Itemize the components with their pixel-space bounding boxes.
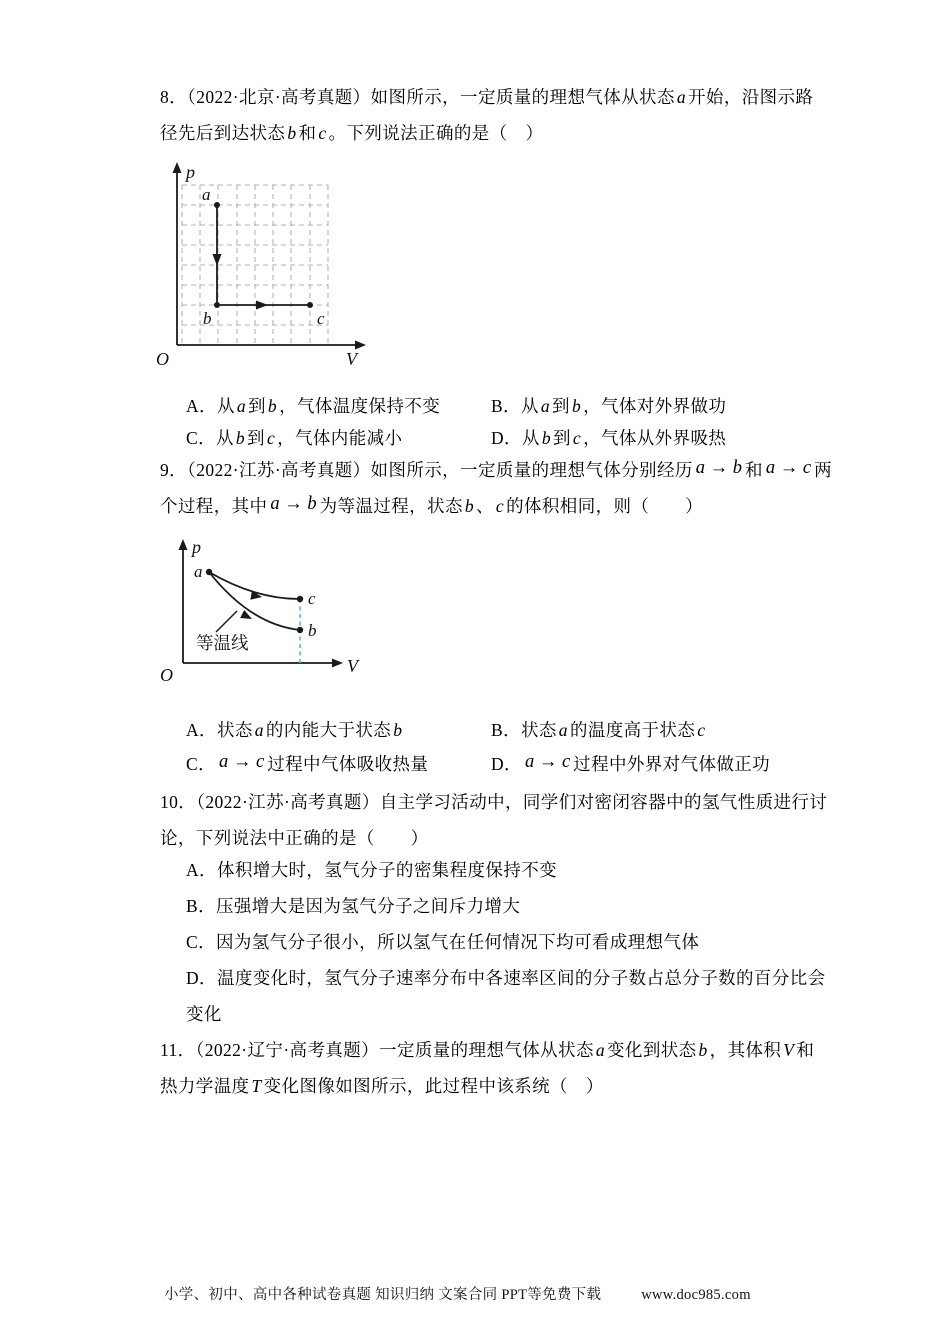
point-c-dot xyxy=(297,596,303,602)
question-11-line-1: 11．（2022·辽宁·高考真题）一定质量的理想气体从状态 a 变化到状态 b ，其体积 V 和 xyxy=(160,1040,815,1060)
point-b-label: b xyxy=(203,309,212,328)
question-8-option-c: C．从 b 到 c ，气体内能减小 xyxy=(186,428,403,448)
question-10-option-c: C．因为氢气分子很小，所以氢气在任何情况下均可看成理想气体 xyxy=(186,932,700,952)
point-a-label: a xyxy=(202,185,211,204)
question-8-option-a: A．从 a 到 b ，气体温度保持不变 xyxy=(186,396,441,416)
point-b-dot xyxy=(297,627,303,633)
question-10-option-a: A．体积增大时，氢气分子的密集程度保持不变 xyxy=(186,860,558,880)
y-axis-label: p xyxy=(186,162,195,182)
point-b-dot xyxy=(214,302,220,308)
question-9-line-1: 9．（2022·江苏·高考真题）如图所示，一定质量的理想气体分别经历 a → b 和 a → c 两 xyxy=(160,458,833,480)
pv-diagram-q8 xyxy=(150,158,390,378)
isotherm-label: 等温线 xyxy=(196,633,249,653)
question-8-line-1: 8．（2022·北京·高考真题）如图所示，一定质量的理想气体从状态 a 开始，沿图示路 xyxy=(160,87,814,107)
question-9-option-d: D． a → c 过程中外界对气体做正功 xyxy=(491,752,771,774)
point-c-label: c xyxy=(308,589,316,608)
isotherm-leader-line xyxy=(216,611,237,632)
process-curves xyxy=(209,572,300,630)
curve-a-to-b-isotherm xyxy=(209,572,300,630)
question-10-option-d: D．温度变化时，氢气分子速率分布中各速率区间的分子数占总分子数的百分比会 xyxy=(186,968,826,988)
y-axis-arrow-icon xyxy=(179,539,188,550)
point-a-dot xyxy=(214,202,220,208)
x-axis-arrow-icon xyxy=(332,659,343,668)
question-8-option-b: B．从 a 到 b ，气体对外界做功 xyxy=(491,396,727,416)
question-10-option-b: B．压强增大是因为氢气分子之间斥力增大 xyxy=(186,896,521,916)
footer-url: www.doc985.com xyxy=(641,1287,751,1303)
pv-isotherm-diagram-q9 xyxy=(150,533,395,688)
process-path xyxy=(217,205,310,305)
question-10-option-d-continuation: 变化 xyxy=(186,1004,222,1024)
point-c-label: c xyxy=(317,309,325,328)
origin-label: O xyxy=(160,665,173,685)
question-9-option-a: A．状态 a 的内能大于状态 b xyxy=(186,720,403,740)
question-9-option-c: C． a → c 过程中气体吸收热量 xyxy=(186,752,429,774)
point-a-dot xyxy=(206,569,212,575)
question-8-line-2: 径先后到达状态 b 和 c 。下列说法正确的是（ ） xyxy=(160,123,544,143)
question-10-line-2: 论，下列说法中正确的是（ ） xyxy=(160,828,429,848)
origin-label: O xyxy=(156,349,169,369)
page-footer xyxy=(164,1283,751,1304)
point-a-label: a xyxy=(194,562,203,581)
x-axis-label: V xyxy=(346,349,357,369)
x-axis-label: V xyxy=(347,656,358,676)
question-11-line-2: 热力学温度 T 变化图像如图所示，此过程中该系统（ ） xyxy=(160,1076,604,1096)
point-b-label: b xyxy=(308,621,317,640)
question-9-line-2: 个过程，其中 a → b 为等温过程，状态 b 、 c 的体积相同，则（ ） xyxy=(160,494,703,516)
point-c-dot xyxy=(307,302,313,308)
question-10-line-1: 10．（2022·江苏·高考真题）自主学习活动中，同学们对密闭容器中的氢气性质进行讨 xyxy=(160,792,828,812)
arrow-down-icon xyxy=(213,254,222,266)
y-axis-label: p xyxy=(192,537,201,557)
y-axis-arrow-icon xyxy=(173,162,182,173)
footer-text: 小学、初中、高中各种试卷真题 知识归纳 文案合同 PPT等免费下载 xyxy=(164,1287,602,1303)
arrow-right-icon xyxy=(256,301,268,310)
question-8-option-d: D．从 b 到 c ，气体从外界吸热 xyxy=(491,428,727,448)
question-9-option-b: B．状态 a 的温度高于状态 c xyxy=(491,720,706,740)
